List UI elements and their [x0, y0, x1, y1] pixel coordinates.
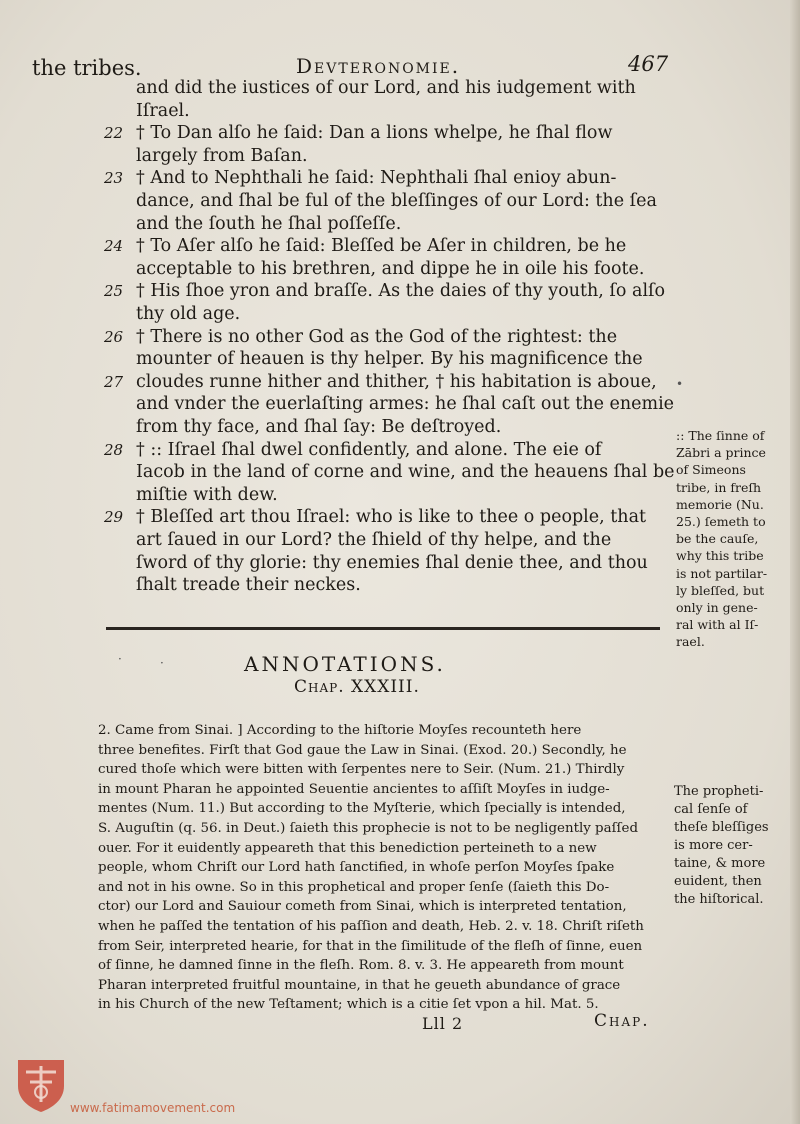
- section-rule: [106, 627, 660, 630]
- verse-line: † And to Nephthali he ſaid: Nephthali ſhal enioy abun-: [136, 168, 617, 189]
- margin-note-line: rael.: [676, 634, 705, 650]
- annotation-line: ctor) our Lord and Sauiour cometh from Sinai, which is interpreted tentation,: [98, 899, 627, 915]
- annotation-line: in mount Pharan he appointed Seuentie ancientes to aſſiſt Moyſes in iudge-: [98, 781, 610, 797]
- verse-number: 28: [104, 440, 124, 459]
- annotation-line: 2. Came from Sinai. ] According to the hiſtorie Moyſes recounteth here: [98, 723, 582, 738]
- running-catchword: the tribes.: [32, 56, 142, 80]
- verse-line: ſword of thy glorie: thy enemies ſhal denie thee, and thou: [136, 552, 648, 573]
- verse-line: † There is no other God as the God of the rightest: the: [136, 326, 618, 347]
- annotation-line: Pharan interpreted fruitful mountaine, in that he geueth abundance of grace: [98, 977, 621, 993]
- verse-line: and did the iustices of our Lord, and his iudgement with: [136, 78, 636, 98]
- margin-note-line: :: The ſinne of: [676, 428, 765, 443]
- verse-line: † His ſhoe yron and braſſe. As the daies of thy youth, ſo alſo: [136, 281, 666, 302]
- annotation-line: three benefites. Firſt that God gaue the Law in Sinai. (Exod. 20.) Secondly, he: [98, 742, 627, 758]
- verse-number: 25: [104, 282, 124, 301]
- verse-number: 26: [104, 327, 124, 346]
- margin-note-line: taine, & more: [674, 856, 766, 871]
- verse-line: miſtie with dew.: [136, 484, 278, 505]
- verse-line: largely from Baſan.: [136, 145, 308, 166]
- annotation-line: ouer. For it euidently appeareth that this benediction perteineth to a new: [98, 840, 597, 856]
- margin-note-line: ly bleſſed, but: [676, 582, 765, 598]
- margin-note-line: only in gene-: [676, 600, 758, 616]
- margin-note-simeon: [676, 427, 767, 651]
- annotations-heading: ANNOTATIONS.: [244, 652, 446, 676]
- page-edge: [790, 0, 800, 1124]
- page-speck: ·: [118, 652, 122, 666]
- annotation-line: people, whom Chriſt our Lord hath ſanctified, in whoſe perſon Moyſes ſpake: [98, 860, 615, 876]
- verse-line: Iſrael.: [136, 100, 190, 121]
- verse-number: 24: [104, 237, 124, 256]
- verse-line: cloudes runne hither and thither, † his habitation is aboue,: [136, 371, 657, 392]
- verse-line: † To Dan alſo he ſaid: Dan a lions whelpe, he ſhal flow: [136, 123, 613, 144]
- margin-note-line: of Simeons: [676, 462, 746, 478]
- verse-number: 23: [104, 169, 124, 188]
- margin-note-line: euident, then: [674, 874, 762, 889]
- margin-note-line: 25.) ſemeth to: [676, 514, 766, 530]
- annotation-line: mentes (Num. 11.) But according to the Myſterie, which ſpecially is intended,: [98, 801, 626, 817]
- margin-note-line: tribe, in freſh: [676, 479, 762, 495]
- margin-note-line: The propheti-: [674, 784, 764, 799]
- annotation-line: S. Auguſtin (q. 56. in Deut.) ſaieth this prophecie is not to be negligently paſſed: [98, 821, 639, 836]
- margin-note-line: is more cer-: [674, 838, 753, 853]
- watermark-url: www.fatimamovement.com: [70, 1101, 236, 1115]
- margin-note-line: why this tribe: [676, 548, 764, 564]
- verse-line: Iacob in the land of corne and wine, and the heauens ſhal be: [136, 462, 675, 483]
- verse-line: dance, and ſhal be ful of the bleſſinges of our Lord: the ſea: [136, 191, 657, 211]
- verse-line: mounter of heauen is thy helper. By his magnificence the: [136, 349, 643, 370]
- page-number: 467: [628, 52, 669, 76]
- margin-note-prophetical: [674, 783, 769, 909]
- margin-note-line: is not partilar-: [676, 565, 768, 581]
- annotation-line: and not in his owne. So in this prophetical and proper ſenſe (ſaieth this Do-: [98, 879, 610, 895]
- verse-line: from thy face, and ſhal ſay: Be deſtroyed.: [136, 417, 502, 437]
- annotation-line: from Seir, interpreted hearie, for that in the ſimilitude of the fleſh of ſinne, euen: [98, 938, 643, 954]
- verse-line: thy old age.: [136, 304, 241, 324]
- verse-line: † Bleſſed art thou Iſrael: who is like to thee o people, that: [136, 507, 647, 528]
- verse-number: 29: [104, 508, 124, 527]
- annotation-line: when he paſſed the tentation of his paſſion and death, Heb. 2. v. 18. Chriſt riſeth: [98, 919, 644, 934]
- annotation-line: in his Church of the new Teſtament; which is a citie ſet vpon a hil. Mat. 5.: [98, 997, 599, 1013]
- margin-note-line: ral with al Iſ-: [676, 617, 759, 633]
- verse-line: acceptable to his brethren, and dippe he in oile his foote.: [136, 258, 645, 279]
- annotations-chapter: Chap. XXXIII.: [294, 677, 420, 697]
- margin-note-line: memorie (Nu.: [676, 496, 764, 512]
- margin-note-line: cal ſenſe of: [674, 802, 748, 817]
- catchword: Chap.: [594, 1011, 650, 1031]
- page-speck: •: [676, 377, 684, 391]
- verse-line: ſhalt treade their neckes.: [136, 575, 361, 596]
- verse-number: 22: [104, 124, 124, 143]
- verse-line: and the ſouth he ſhal poſſeſſe.: [136, 213, 402, 234]
- margin-note-line: theſe bleſſiges: [674, 820, 769, 835]
- margin-note-line: Zābri a prince: [676, 445, 766, 461]
- annotation-line: of ſinne, he damned ſinne in the fleſh. Rom. 8. v. 3. He appeareth from mount: [98, 958, 624, 974]
- annotation-line: cured thoſe which were bitten with ſerpentes nere to Seir. (Num. 21.) Thirdly: [98, 762, 625, 778]
- page-speck: ·: [160, 656, 164, 670]
- fatima-shield-logo-icon: [14, 1056, 68, 1114]
- signature-mark: Lll 2: [422, 1014, 464, 1033]
- verse-number: 27: [104, 372, 124, 391]
- verse-line: art ſaued in our Lord? the ſhield of thy helpe, and the: [136, 530, 612, 550]
- verse-line: † To Aſer alſo he ſaid: Bleſſed be Aſer in children, be he: [136, 236, 627, 257]
- margin-note-line: be the cauſe,: [676, 531, 759, 547]
- verse-line: and vnder the euerlaſting armes: he ſhal caſt out the enemie: [136, 394, 675, 415]
- verse-line: † :: Iſrael ſhal dwel confidently, and alone. The eie of: [136, 439, 602, 460]
- margin-note-line: the hiſtorical.: [674, 892, 764, 907]
- running-title: Devteronomie.: [296, 54, 461, 78]
